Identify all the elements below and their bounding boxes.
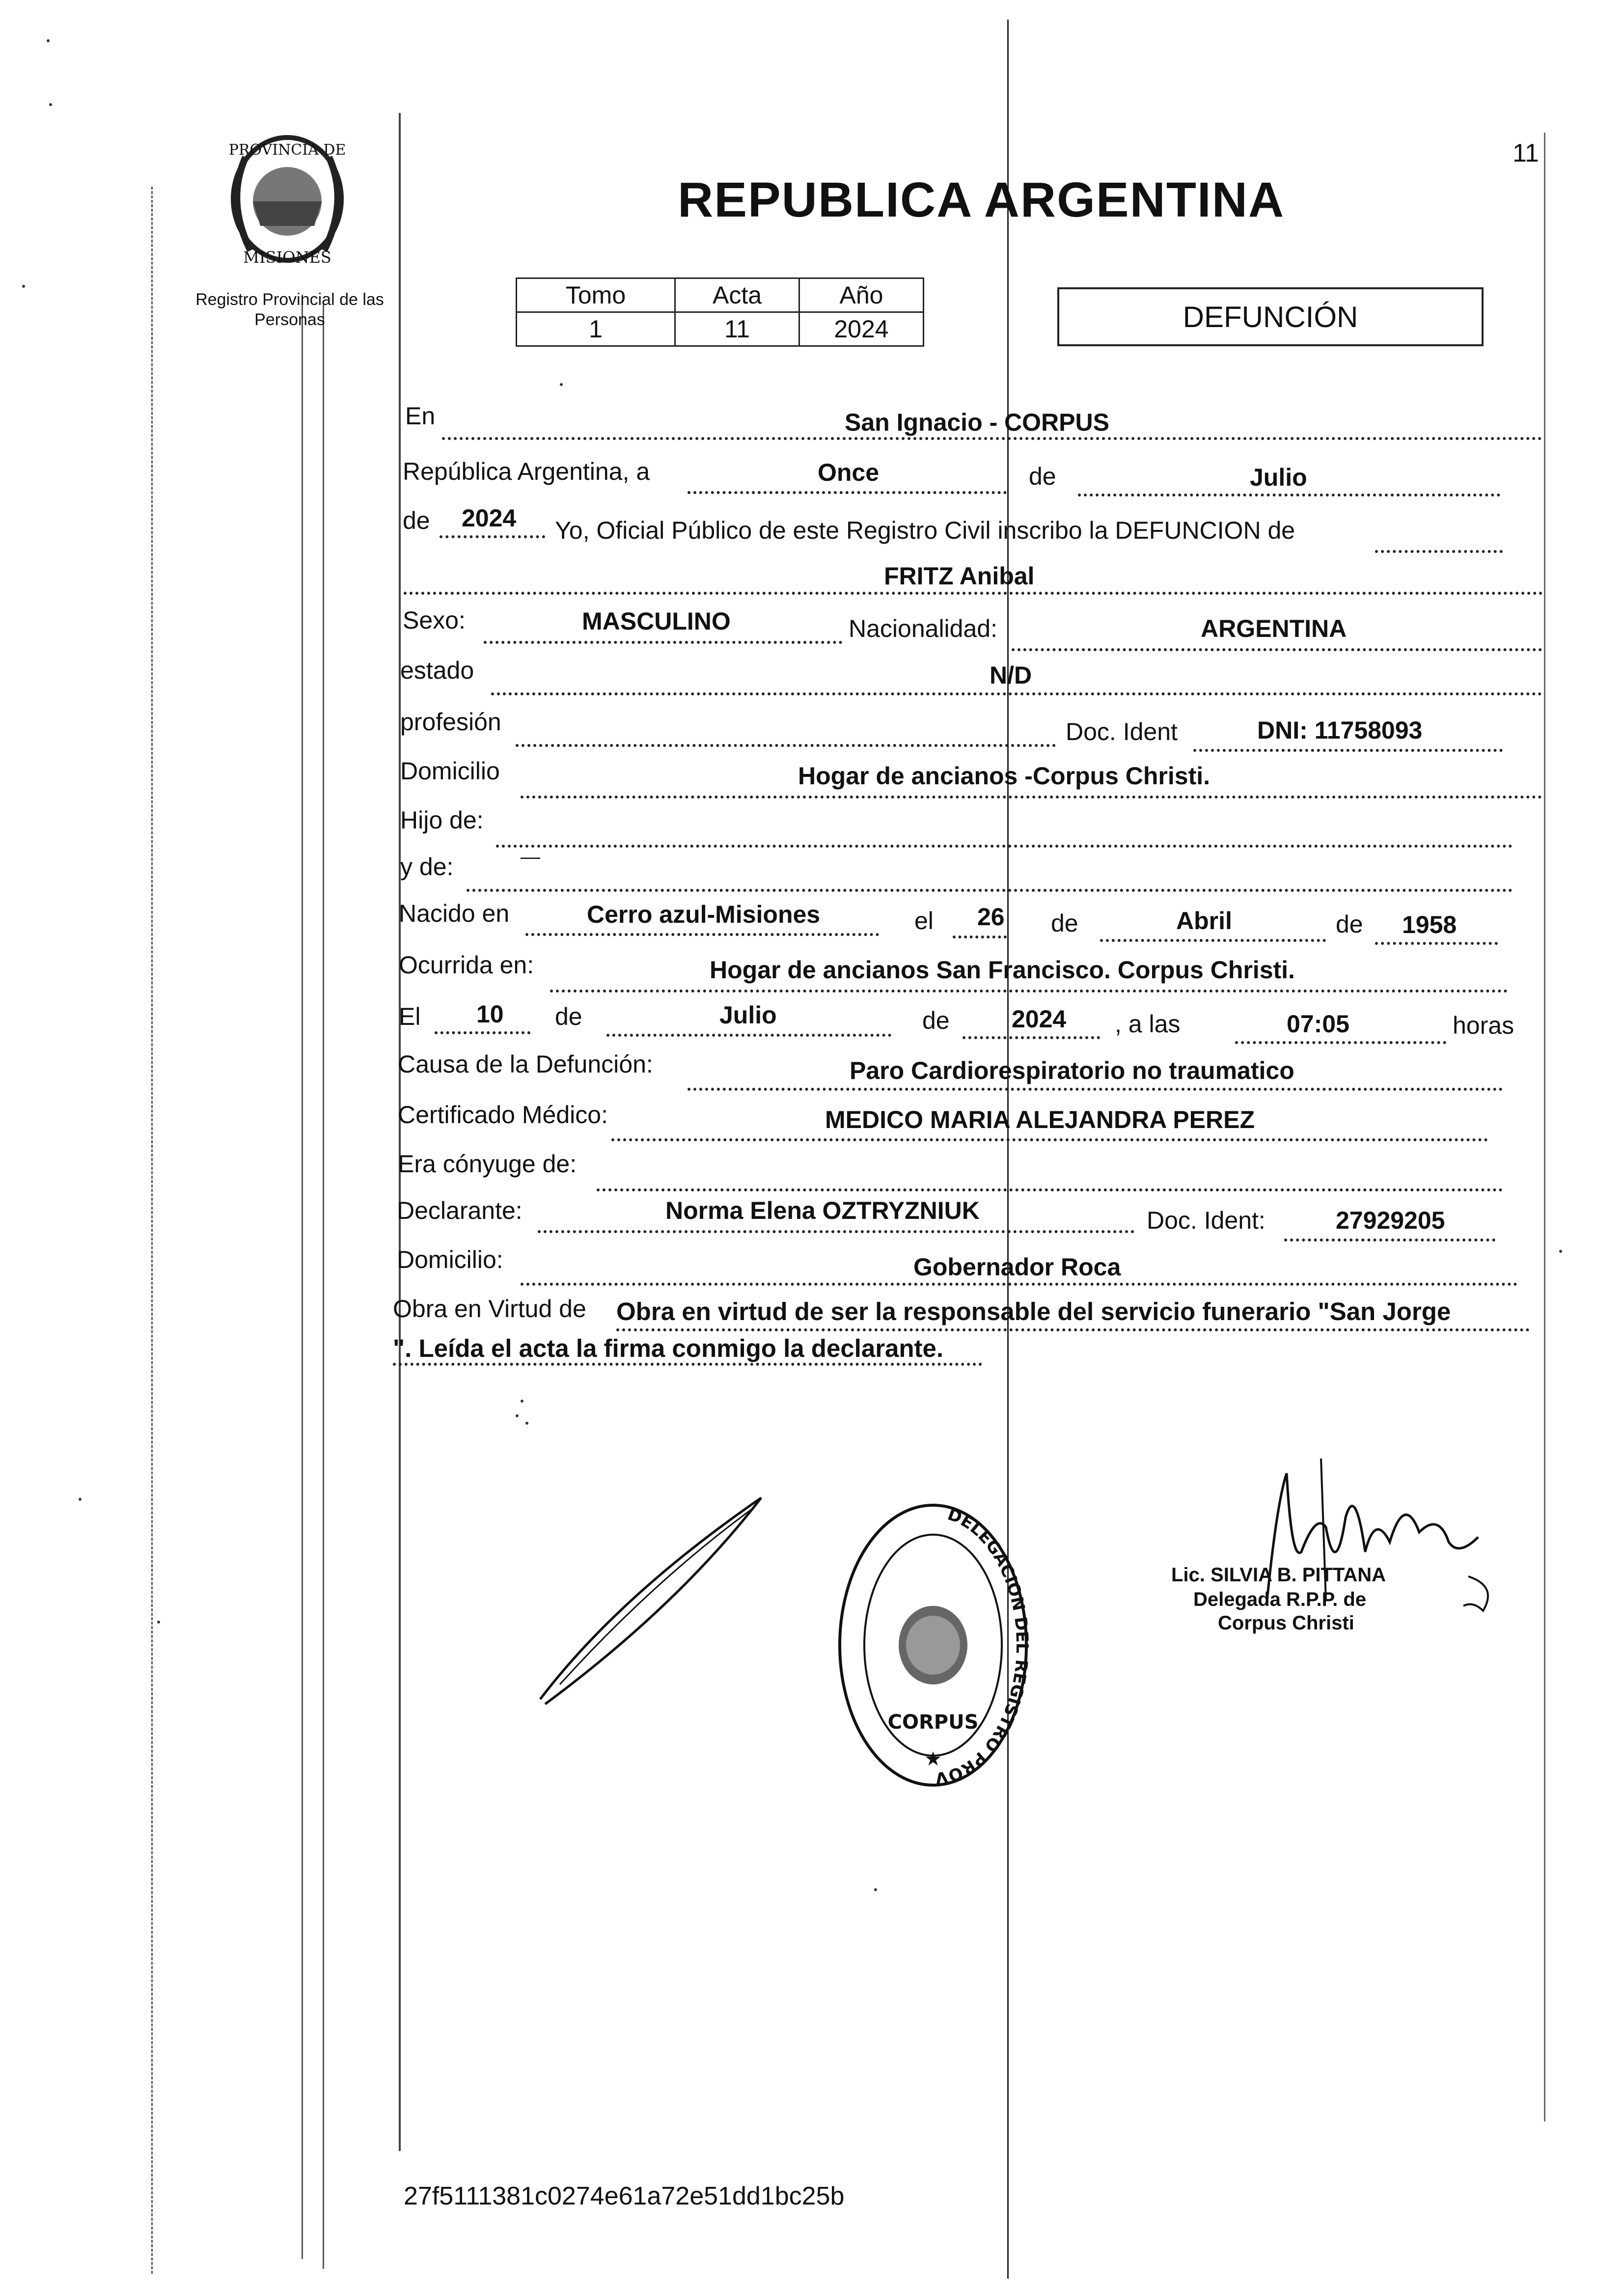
- obra-value-line2: ". Leída el acta la firma conmigo la declarante.: [393, 1334, 944, 1362]
- republica-label: República Argentina, a: [403, 458, 650, 485]
- declarant-signature: [530, 1488, 776, 1709]
- scan-speck: [47, 39, 50, 42]
- scan-line-b: [323, 304, 324, 2269]
- oficial-text: Yo, Oficial Público de este Registro Civil inscribo la DEFUNCION de: [555, 517, 1295, 544]
- death-time-value: 07:05: [1287, 1010, 1349, 1038]
- record-table: [516, 277, 924, 347]
- sexo-value: MASCULINO: [582, 607, 731, 635]
- doc-ident-label: Doc. Ident: [1066, 718, 1178, 745]
- year-value: 2024: [462, 504, 517, 532]
- y-de-underline: [467, 889, 1513, 892]
- scan-speck: [22, 285, 25, 288]
- ano-value: 2024: [799, 312, 924, 346]
- de-label-3: de: [1051, 909, 1078, 937]
- domicilio2-label: Domicilio:: [397, 1246, 503, 1273]
- en-underline: [442, 437, 1542, 440]
- official-stamp: [835, 1498, 1031, 1792]
- certificado-underline: [611, 1138, 1488, 1141]
- scan-speck: [525, 1422, 528, 1425]
- death-year-underline: [963, 1036, 1100, 1039]
- name-underline: [404, 592, 1543, 595]
- hijo-underline: [496, 845, 1513, 848]
- year-underline: [440, 535, 545, 538]
- scan-speck: [49, 103, 52, 106]
- obra-label: Obra en Virtud de: [393, 1295, 586, 1323]
- official-role-line1: Delegada R.P.P. de: [1193, 1589, 1367, 1610]
- scan-speck: [516, 1414, 519, 1417]
- birth-year-underline: [1375, 942, 1498, 945]
- month-underline: [1078, 494, 1500, 496]
- death-day-underline: [435, 1031, 530, 1034]
- nacionalidad-underline: [1012, 648, 1542, 651]
- month-value: Julio: [1250, 464, 1307, 491]
- domicilio-label: Domicilio: [400, 757, 500, 785]
- page-number: 11: [1513, 139, 1539, 167]
- en-label: En: [405, 402, 436, 430]
- death-day-value: 10: [476, 1000, 504, 1028]
- scan-line-a: [302, 295, 303, 2259]
- causa-underline: [688, 1088, 1503, 1091]
- de-label-2: de: [403, 507, 430, 534]
- page-title: REPUBLICA ARGENTINA: [678, 172, 1285, 227]
- scan-speck: [874, 1888, 877, 1891]
- declarante-underline: [538, 1230, 1134, 1233]
- ocurrida-underline: [550, 990, 1508, 992]
- de-label-1: de: [1029, 463, 1056, 490]
- doc-ident-underline: [1193, 749, 1503, 752]
- sexo-label: Sexo:: [403, 606, 466, 634]
- obra-underline-1: [616, 1328, 1530, 1331]
- certificado-label: Certificado Médico:: [398, 1101, 608, 1129]
- ano-header: Año: [799, 278, 924, 312]
- en-value: San Ignacio - CORPUS: [845, 409, 1109, 436]
- death-month-value: Julio: [719, 1001, 777, 1029]
- left-margin-line: [151, 187, 153, 2274]
- profesion-label: profesión: [400, 708, 501, 736]
- de-label-4: de: [1336, 910, 1363, 938]
- conyuge-label: Era cónyuge de:: [398, 1150, 577, 1178]
- causa-label: Causa de la Defunción:: [398, 1050, 653, 1078]
- birth-year-value: 1958: [1402, 911, 1457, 938]
- province-emblem: [216, 128, 358, 275]
- oficial-underline: [1375, 550, 1503, 553]
- doc-ident2-underline: [1284, 1239, 1495, 1241]
- ocurrida-label: Ocurrida en:: [399, 951, 534, 979]
- y-de-label: y de:: [400, 853, 454, 881]
- official-name: Lic. SILVIA B. PITTANA: [1171, 1564, 1386, 1586]
- scan-speck: [521, 1400, 523, 1403]
- scan-speck: [79, 1498, 82, 1501]
- deceased-name: FRITZ Anibal: [884, 562, 1035, 590]
- death-year-value: 2024: [1012, 1005, 1067, 1033]
- form-right-border: [1544, 133, 1545, 2122]
- declarante-label: Declarante:: [397, 1197, 523, 1224]
- domicilio-underline: [521, 796, 1542, 799]
- registry-name: Registro Provincial de las Personas: [195, 290, 384, 329]
- profesion-underline: [516, 744, 1056, 747]
- nacionalidad-label: Nacionalidad:: [849, 615, 997, 642]
- nacido-underline: [525, 933, 879, 936]
- obra-underline-2: [393, 1363, 982, 1366]
- doc-type-label: DEFUNCIÓN: [1183, 300, 1358, 333]
- acta-header: Acta: [675, 278, 799, 312]
- y-de-value: —: [521, 846, 540, 868]
- document-hash: 27f5111381c0274e61a72e51dd1bc25b: [404, 2182, 845, 2210]
- domicilio2-underline: [521, 1283, 1517, 1286]
- obra-value-line1: Obra en virtud de ser la responsable del servicio funerario "San Jorge: [616, 1297, 1451, 1325]
- official-role-line2: Corpus Christi: [1218, 1612, 1354, 1634]
- declarante-value: Norma Elena OZTRYZNIUK: [665, 1197, 980, 1224]
- nacido-value: Cerro azul-Misiones: [587, 901, 821, 928]
- tomo-header: Tomo: [517, 278, 675, 312]
- svg-text:★: ★: [924, 1748, 942, 1770]
- scan-speck: [1559, 1250, 1562, 1253]
- svg-text:MISIONES: MISIONES: [243, 248, 331, 267]
- causa-value: Paro Cardiorespiratorio no traumatico: [850, 1057, 1294, 1084]
- doc-ident2-label: Doc. Ident:: [1147, 1207, 1266, 1234]
- de-label-5: de: [555, 1003, 582, 1030]
- el2-label: El: [399, 1003, 421, 1030]
- form-left-border: [399, 113, 401, 2151]
- scan-speck: [560, 383, 563, 386]
- doc-type-box: [1057, 287, 1484, 346]
- svg-text:DELEGACION DEL REGISTRO PROVIN: DELEGACION DEL REGISTRO PROV: [934, 1504, 1031, 1789]
- birth-month-value: Abril: [1176, 907, 1232, 935]
- certificado-value: MEDICO MARIA ALEJANDRA PEREZ: [825, 1106, 1255, 1133]
- alas-label: , a las: [1115, 1010, 1181, 1038]
- death-month-underline: [606, 1034, 891, 1037]
- acta-value: 11: [675, 312, 799, 346]
- de-label-6: de: [922, 1007, 950, 1034]
- ocurrida-value: Hogar de ancianos San Francisco. Corpus Christi.: [710, 956, 1295, 984]
- conyuge-underline: [597, 1188, 1503, 1191]
- birth-day-value: 26: [977, 903, 1005, 931]
- tomo-value: 1: [517, 312, 675, 346]
- center-fold-line: [1007, 20, 1009, 2279]
- nacionalidad-value: ARGENTINA: [1201, 615, 1347, 642]
- estado-label: estado: [400, 657, 474, 684]
- birth-month-underline: [1100, 939, 1326, 942]
- day-word-value: Once: [818, 459, 880, 486]
- day-word-underline: [688, 491, 1007, 494]
- svg-text:PROVINCIA DE: PROVINCIA DE: [228, 141, 346, 159]
- death-time-underline: [1235, 1041, 1446, 1044]
- domicilio2-value: Gobernador Roca: [913, 1253, 1121, 1281]
- svg-text:CORPUS: CORPUS: [887, 1711, 979, 1734]
- horas-label: horas: [1453, 1012, 1514, 1039]
- doc-ident-value: DNI: 11758093: [1257, 716, 1423, 744]
- el-label: el: [914, 907, 934, 935]
- domicilio-value: Hogar de ancianos -Corpus Christi.: [798, 762, 1211, 790]
- estado-value: N/D: [990, 661, 1032, 689]
- birth-day-underline: [953, 936, 1007, 938]
- hijo-label: Hijo de:: [400, 806, 484, 834]
- scan-speck: [157, 1621, 160, 1624]
- estado-underline: [491, 692, 1542, 695]
- sexo-underline: [484, 641, 842, 644]
- nacido-label: Nacido en: [399, 900, 510, 927]
- doc-ident2-value: 27929205: [1336, 1207, 1445, 1234]
